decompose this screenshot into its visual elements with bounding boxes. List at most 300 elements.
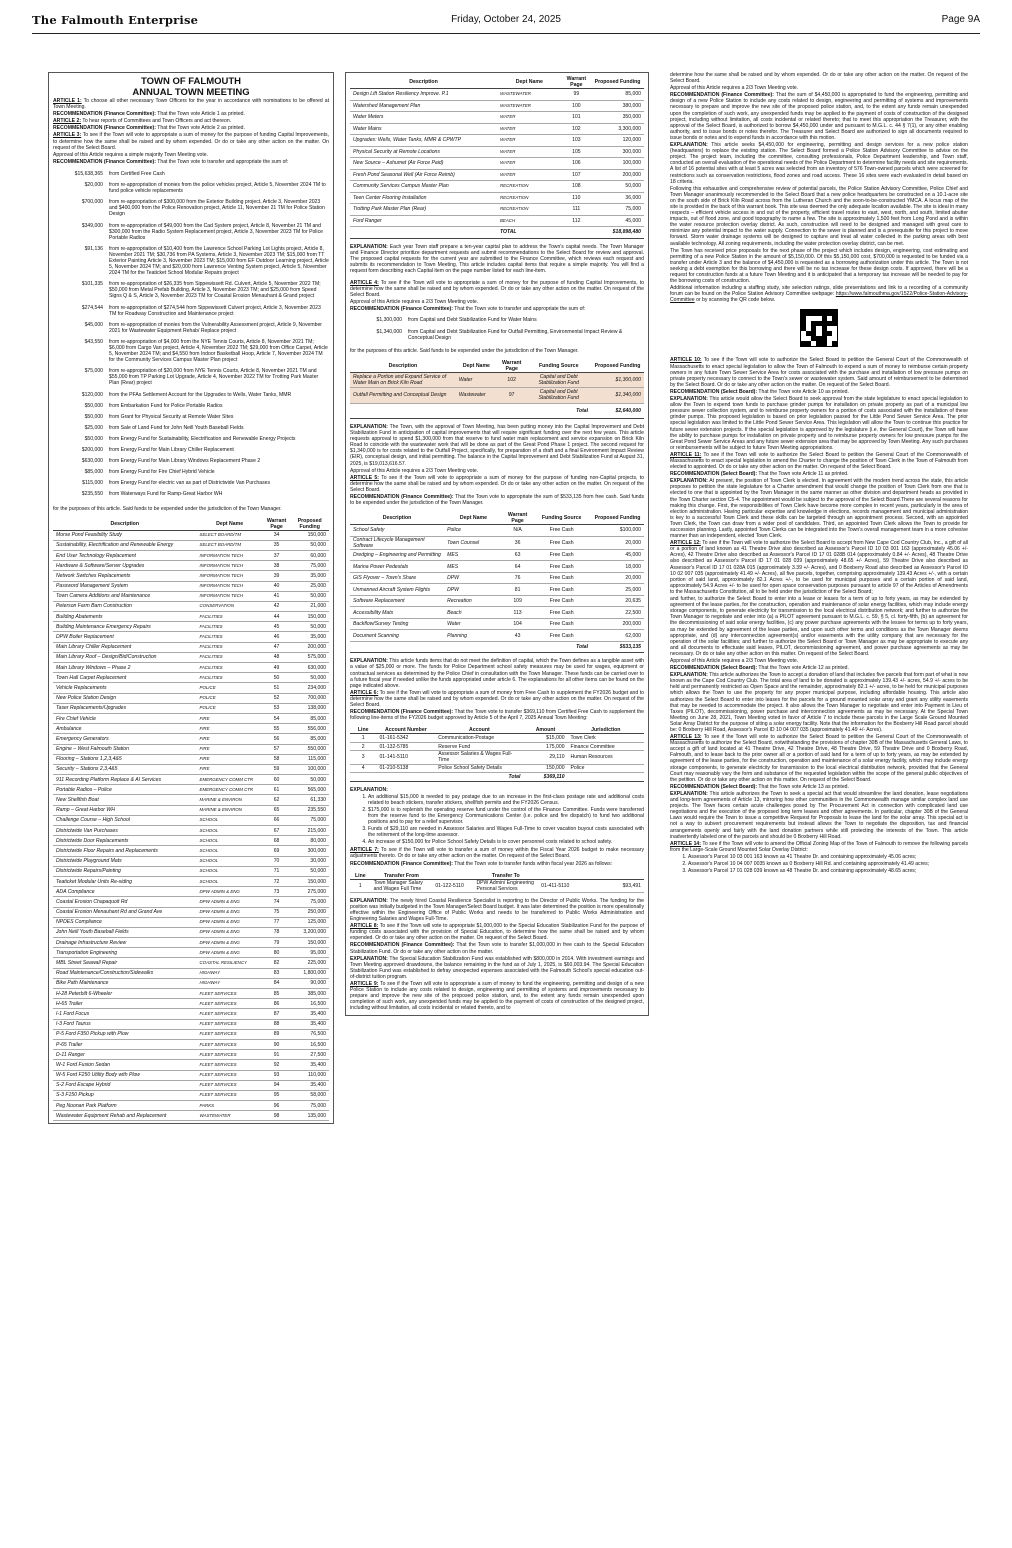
- table-cell: Password Management System: [53, 581, 197, 591]
- table-cell: 60,000: [290, 550, 329, 560]
- table-row: [53, 693, 329, 703]
- source-text: from the PFAs Settlement Account for the Upgrades to Wells, Water Tanks, MMR: [109, 391, 292, 398]
- table-cell: HIGHWAY: [197, 978, 263, 988]
- table-cell: Water: [444, 618, 503, 630]
- funding-source-row: [53, 403, 329, 409]
- table-cell: Wastewater Equipment Rehab and Replacement: [53, 1111, 197, 1121]
- table-cell: DPW ADMIN & ENG: [197, 948, 263, 958]
- table-cell: 1,800,000: [290, 968, 329, 978]
- table-row: [350, 742, 644, 751]
- table-cell: Police: [444, 525, 503, 537]
- funding-source-row: [53, 447, 329, 453]
- funding-source-row: [53, 339, 329, 363]
- table-cell: 50,000: [591, 181, 644, 193]
- table-row: [53, 907, 329, 917]
- funding-source-row: [53, 368, 329, 386]
- column-3: determine how the same shall be raised and by whom expended. Or do or take any other action on the matter. On request of the Select Board. Approval of this Article requires a 2/3 Town Meeting vote. RECOMMENDATION (Finance Committee): That the sum of $4,450,000 is appropriated to fund the engineering, permitting and design of a new Police Station to include any costs related to design, engineering and permitting of systems and improvements necessary to prepare and improve the new site of the proposed police station, and, to the extent any funds remain unexpended upon the completion of such work, any unexpended funds may be applied to the payment of costs of construction of the designed project, including without limitation, all costs incidental or related thereto; that to meet this appropriation the Treasurer, with the approval of the Select Board, is authorized to borrow $4,450,000 under and pursuant to M.G.L. c. 44 § 7(1), or any other enabling authority, and to issue bonds or notes therefor. The Treasurer and Select Board are authorized to sign all documents required to issue bonds or notes and to expend funds in accordance with this motion. EXPLANATION: This article seeks $4,450,000 for engineering, permitting and design services for a new police station (headquarters) to replace the existing station. The Select Board formed a Police Station Advisory Committee to advise on the project. The project team, including the committee, consulting professionals, Police Department leadership, and Town staff, conducted an overall evaluation of the operational needs of the Police Department to determine facility needs and site requirements. A list of 16 potential sites with at least 5 acres was selected from an inventory of 576 Town-owned parcels which were screened for restrictions such as conservation restrictions, flood zones and road access. These 16 sites were each evaluated in detail based on 18 criteria. Following this exhaustive and comprehensive review of potential parcels, the Police Station Advisory Committee, Police Chief and Town Manager unanimously recommended to the Select Board that a new police headquarters be constructed on a 10.1-acre site on the south side of Brick Kiln Road across from the Lutheran Church and the soon-to-be-constructed YMCA. A locus map of the site is provided in the back of this warrant book. This site was deemed the only adequate location available. The site is ideal in many respects – efficient vehicle access in and out of the property, efficient travel routes to east, west, north, and south, limited abutter impacts, out of flood zone, and good topography to name a few. The site is approximately 1,500 feet from Long Pond and is within the water resource protection overlay district. As such, construction will need to be designed and managed with great care to minimize any potential impact to the water supply. Connection to the sewer is planned and is a prerequisite for this project to move forward. Storm water drainage systems will be designed to capture and treat all water collected in the parking areas with best available technology. All zoning requirements, including the water protection overlay district, can be met. The Town has received price proposals for the next phase of the project which includes design, engineering, cost estimating and permitting of a new Police Station in the amount of $5,150,000. Of this $5,150,000 cost, $700,000 is requested to be funded via a transfer under Article 3 and the balance of $4,450,000 is requested as a borrowing authorization under this article. The Town is not seeking a debt exemption for this borrowing and there will be no tax increase for these design costs. If approved, there will be a request for construction funds at a future Town Meeting and it is anticipated that a temporary tax increase will be needed to pay for the borrowing costs of construction. Additional information including a staffing study, site selection ratings, slide presentations and link to a recording of a community forum can be found on the Police Station Advisory Committee webpage: https://www.falmouthma.gov/1522/Police-Station-Advisory-Committee or by scanning the QR code below. ARTICLE 10: To see if the Town will vote to authorize the Select Board to petition the General Court of the Commonwealth of Massachusetts to enact special legislation to allow the Town of Falmouth to expend a sum of money to reimburse certain property owners in any future Town Sewer Service Area for costs associated with the purchase and installation of low pressure pumps on private property necessary to connect to the Town's sewer or wastewater system. Said amount of reimbursement to be determined by the Select Board. Or do or take any other action on the matter. On request of the Select Board. RECOMMENDATION (Select Board): That the Town vote Article 10 as printed. EXPLANATION: This article would allow the Select Board to seek approval from the state legislature to enact special legislation to allow the Town to expend town funds to purchase grinder pumps for installation on private property as part of a municipal low pressure sewer collection system, and to reimburse property owners for a portion of costs associated with the installation of these grinder pumps. This proposed legislation is based on prior legislation passed for the Little Pond Sewer Service Area. The prior special legislation was limited to the Little Pond Sewer Service Area. This legislation will allow the Town to continue this practice for future sewer extension projects. If the special legislation is approved by the legislature (i.e. the General Court), the Town will have the ability to purchase pumps for installation on private property and to reimburse property owners for low pressure pumps for the Great Pond Sewer Service Areas and any future sewer extension area that may be approved by Town Meeting. Any such purchases or reimbursements will be subject to future Town Meeting appropriations. ARTICLE 11: To see if the Town will vote to authorize the Select Board to petition the General Court of the Commonwealth of Massachusetts to enact special legislation to amend the Charter to change the position of Town Clerk in the Town of Falmouth from elected to appointed. Or do or take any other action on the matter. On request of the Select Board. RECOMMENDATION (Select Board): That the Town vote Article 11 as printed. EXPLANATION: At present, the position of Town Clerk is elected. In agreement with the modern trend across the state, this article proposes to petition the state legislature for a Charter amendment that would change the position of Town Clerk from one that is elected to one that is appointed by the Town Manager in the same manner as other division and department heads as provided in the Town Charter section C5-4. The appointment would be subject to the approval of the Select Board.There are several reasons for making this change. First, the responsibilities of Town Clerk have become more complex in recent years, particularly in the area of election administration. Having particular expertise and knowledge in elections, records management and municipal administration is key to a successful Town Clerk and these skills can be targeted through an appointment process. Second, with an appointed Town Clerk, the Town can draw from a wider pool of candidates. Third, an appointed Town Clerk allows the Town to provide for succession planning. Lastly, appointed Town Clerks can be integrated into the Town's overall management team in a more cohesive manner than an independent, elected Town Clerk. ARTICLE 12: To see if the Town will vote to authorize the Select Board to accept from New Cape Cod Country Club, Inc., a gift of all or a portion of land known as 41 Theatre Drive also described as Assessor's Parcel ID 10 03 001 163 (approximately 45.06 +/- Acres), 42 Theatre Drive also described as Assessor's Parcel ID 17 01 028B 014 (approximately 0.84 +/- Acres), 48 Theatre Drive also described as Assessor's Parcel ID 17 01 028 039 (approximately 48.65 +/- Acres), 59 Theatre Drive also described as Assessor's Parcel ID 17 01 028A 015 (approximately 3.39 +/- Acres), and 0 Boxberry Road also described as Assessor's Parcel ID 10 02 007 035 (approximately 41.49 +/- Acres), all five parcels, together, comprising approximately 139.43 Acres +/-, with a certain portion of said land, approximately 82.1 Acres +/-, to be used for municipal purposes and a certain portion of said land, approximately 54.9 Acres +/- to be used for open space conservation purposes pursuant to article 97 of the Articles of Amendments to the Massachusetts Constitution, all to be held under the jurisdiction of the Select Board; and further, to authorize the Select Board to enter into a lease or leases for a term of up to forty years, as may be extended by agreement of the lease parties, for the construction, operation and maintenance of solar energy facilities, which may include energy storage components, to generate electricity for transmission to the local electrical distribution network; and further to authorize the Town Manager to negotiate and enter into (a) a PILOT agreement pursuant to M.G.L. c. 59, § 5, cl. forty-fifth, (b) an agreement for the decommissioning of said solar energy facilities, (c) any power purchase agreements with the lessee for terms up to forty years, as may be extended by agreement of the lease parties, and upon such other terms and conditions as the Town Manager deems appropriate, and (d) any interconnection agreement(s) and/or easements with the utility company that are necessary for the operation of the solar facilities; and further to authorize the Select Board or Town Manager as may be appropriate to execute any and all documents to effectuate said leases, PILOT, decommissioning agreement, and power purchase agreements as may be necessary. Or do or take any other action on this matter. On request of the Select Board. Approval of this Article requires a 2/3 Town Meeting vote. RECOMMENDATION (Select Board): That the Town vote Article 12 as printed. EXPLANATION: This article authorizes the Town to accept a donation of land that includes five parcels that form part of what is now known as the Cape Cod Country Club. The total area of land to be donated is approximately 139.43 +/- acres, 54.9 +/- acres to be held and permanently restricted as Open Space and the remainder, approximately 82.1 +/- acres, to be held for municipal purposes which allows the Town to use the property for any proper municipal purpose, including affordable housing. This article also authorizes the Select Board to enter into leases for the parcels for a ground mounted solar array and grant any utility easements that may be needed to accommodate the project. It also allows the Town Manager to negotiate and enter into Payment in Lieu of Taxes (PILOT), decommissioning, power purchase and interconnection agreements as may be necessary. At the Special Town Meeting on June 28, 2021, Town Meeting voted in favor of Article 7 to include these parcels in the Large Scale Ground Mounted Solar Array District for the purpose of siting a solar energy facility. Note that the information for the Boxberry Hill Road parcel should be: 0 Boxberry Hill Road, Assessor's Parcel ID 10 04 007 035 (approximately 41.49 +/- Acres). ARTICLE 13: To see if the Town will vote to authorize the Select Board to petition the General Court of the Commonwealth of Massachusetts to authorize the Select Board, notwithstanding the provisions of chapter 30B of the Massachusetts General Laws, to accept a gift of land located at 41 Theatre Drive, 42 Theatre Drive, 48 Theatre Drive, 59 Theatre Drive and 0 Boxberry Road, Falmouth, and to lease back to the prior owner all or a portion of said land for a term of up to forty years, as may be extended by agreement of the lease parties, for the construction, operation and maintenance of a solar energy facility, which may include energy storage components, to generate electricity for transmission to the local electrical distribution network, provided that the General Court may reasonably vary the form and substance of the requested legislation within the scope of the general public objectives of the petition. Or do or take any other action on this matter. On request of the Select Board. RECOMMENDATION (Select Board): That the Town vote Article 13 as printed. EXPLANATION: This article authorizes the Town to seek a special act that would streamline the land donation, lease negotiations and long-term agreements of Article 13, mirroring how other communities in the Commonwealth manage similar complex land use projects. The Town faces certain acute challenges posed by The Procurement Act in connection with complicated land use negotiations and the execution of the proposed long term leases and other agreements. In particular, chapter 30B of the General Laws would require the Town to issue a competitive Request for Proposals to lease the land for the solar array. This special act is not a way to subvert procurement requirements but instead allows the Town to negotiate the disposition, tax and financial arrangements openly and fairly with the land donation partners while still protecting the interests of the Town. This article inadvertently labeled one of the parcels and should be 0 Boxberry Hill Road. ARTICLE 14: To see if the Town will vote to amend the Official Zoning Map of the Town of Falmouth to remove the following parcels from the Large-Scale Ground Mounted Solar Overlay District: 1. Assessor's Parcel 10 03 001 163 known as 41 Theatre Dr. and containing approximately 45.06 acres; 2. Assessor's Parcel 10 04 007 0035 known as 0 Boxberry Hill Rd. and containing approximately 41.49 acres; 3. Assessor's Parcel 17 01 028 039 known as 48 Theatre Dr. and containing approximately 48.65 acres;: [670, 72, 968, 1532]
- table-cell: S-3 F150 Pickup: [53, 1090, 197, 1100]
- table-row: [350, 146, 644, 158]
- table-row: [53, 642, 329, 652]
- table-cell: 225,000: [290, 958, 329, 968]
- table-cell: Marina Power Pedestals: [350, 561, 444, 573]
- table-cell: N/A: [503, 525, 532, 537]
- table-row: [53, 805, 329, 815]
- table-cell: Main Library Roof – Design/Bid/Construction: [53, 652, 197, 662]
- table-cell: 56: [263, 734, 291, 744]
- explanation-8: EXPLANATION: The Special Education Stabilization Fund was established with $800,000 in 2014. With investment earnings and Town Meeting approved drawdowns, the balance remaining in the fund as of July 1, 2025, is $60,003.94. The Special Education Stabilization Fund was established to defray unexpected expenses associated with the Falmouth School's special education out-of-district tuition program.: [350, 955, 644, 980]
- table-cell: New Source – Ashumet (Air Force Paid): [350, 158, 497, 170]
- source-amount: $20,000: [84, 182, 103, 189]
- source-text: from re-appropriation of $300,000 from the Exterior Building project, Article 3, November 2023 and $400,000 from the Police Renovation project, Article 11, November 21 TM for Police Station Design: [109, 199, 325, 218]
- table-cell: Emergency Generators: [53, 734, 197, 744]
- table-row: [53, 1029, 329, 1039]
- table-cell: 16,500: [290, 1039, 329, 1049]
- table-cell: FLEET SERVICES: [197, 1050, 263, 1060]
- table-cell: 51: [263, 683, 291, 693]
- article-11: ARTICLE 11: To see if the Town will vote to authorize the Select Board to petition the General Court of the Commonwealth of Massachusetts to enact special legislation to amend the Charter to change the position of Town Clerk in the Town of Falmouth from elected to appointed. Or do or take any other action on the matter. On request of the Select Board.: [670, 451, 968, 471]
- table-cell: 90: [263, 1039, 291, 1049]
- funding-source-row: [53, 392, 329, 398]
- table-cell: 48: [263, 652, 291, 662]
- table-row: [350, 123, 644, 135]
- table-cell: FACILITIES: [197, 632, 263, 642]
- article-10: ARTICLE 10: To see if the Town will vote to authorize the Select Board to petition the General Court of the Commonwealth of Massachusetts to enact special legislation to allow the Town of Falmouth to expend a sum of money to reimburse certain property owners in any future Town Sewer Service Area for costs associated with the purchase and installation of low pressure pumps on private property necessary to connect to the Town's sewer or wastewater system. Said amount of reimbursement to be determined by the Select Board. Or do or take any other action on the matter. On request of the Select Board.: [670, 357, 968, 388]
- table-cell: 25,000: [290, 581, 329, 591]
- table-cell: 105: [562, 146, 591, 158]
- table-cell: 95,000: [290, 948, 329, 958]
- table-cell: FLEET SERVICES: [197, 1060, 263, 1070]
- table-row: [53, 663, 329, 673]
- source-text: from Grant for Physical Security at Remote Water Sites: [109, 413, 234, 420]
- table-cell: Main Library Chiller Replacement: [53, 642, 197, 652]
- table-cell: 35,400: [290, 1080, 329, 1090]
- table-cell: D-11 Ranger: [53, 1050, 197, 1060]
- table-row: [53, 744, 329, 754]
- source-amount: $91,136: [84, 245, 103, 252]
- explanation-5: EXPLANATION: This article funds items that do not meet the definition of capital, which the Town defines as a tangible asset with a value of $25,000 or more. The funds for Police Department school safety measures may be used for wages, equipment or contractual services as determined by the Police Chief in consultation with the Town Manager. These funds can be carried over to a future fiscal year if needed unlike the funds appropriated under article 6. The explanations for all other items can be found on the page indicated above.: [350, 658, 644, 689]
- fund-amount: $1,340,000: [376, 328, 402, 335]
- source-amount: $630,000: [81, 458, 103, 465]
- table-cell: Free Cash: [532, 584, 591, 596]
- article-3: ARTICLE 3: To see if the Town will vote to appropriate a sum of money for the purpose of funding Capital Improvements, to determine how the same shall be raised and by whom expended. Or do or take any other action on the matter. On request of the Select Board.: [53, 132, 330, 151]
- table-cell: 200,000: [591, 618, 644, 630]
- table-cell: 57: [263, 744, 291, 754]
- table-cell: 74: [263, 897, 291, 907]
- transfer-table: Line Transfer From Transfer To 1 Town Manager Salary and Wages Full Time 01-122-5110 DPW Admin/ Engineering Personal Services 01-411-5110 $93,491: [350, 873, 644, 893]
- table-cell: 50,000: [290, 591, 329, 601]
- supplement-table: Line Account Number Account Amount Jurisdiction 1 01-161-5342 Communication-Postage $15,000 Town Clerk 2 01-132-5785 Reserve Fund 175,000 Finance Committee 3 01-141-5110 Assessor Salaries & Wages Full-Time 29,110 Human Resources 4 01-210-5138 Police School Safety Details 150,000 Police Total $369,110: [350, 727, 644, 781]
- table-row: [350, 204, 644, 216]
- parcel-item: 3. Assessor's Parcel 17 01 028 039 known as 48 Theatre Dr. and containing approximately 48.65 acres;: [688, 868, 968, 874]
- table-cell: P-5 Ford F350 Pickup with Plow: [53, 1029, 197, 1039]
- table-cell: 550,000: [290, 744, 329, 754]
- table-cell: Drainage Infrastructure Review: [53, 938, 197, 948]
- table-cell: 50,000: [290, 673, 329, 683]
- explanation-4: EXPLANATION: The Town, with the approval of Town Meeting, has been putting money into the Capital Improvement and Debt Stabilization Fund in anticipation of capital improvements that will require significant funding over the next few years. This article requests approval to spend $1,300,000 from that reserve to fund water main replacement and service expansion on Brick Kiln Road to coincide with the wastewater work that will be done as part of the Great Pond Phase 1 project. The second request for $1,340,000 is for costs related to the Outfall Project, specifically, for preparation of a draft and a final Environment Impact Review (EIR), conceptual design, and initial permitting. The balance in the Capital Improvement and Debt Stabilization Fund at August 31, 2025, is $19,013,616.57.: [350, 423, 644, 467]
- table-cell: 58,000: [290, 1090, 329, 1100]
- table-cell: 01-141-5110: [376, 751, 435, 764]
- table-cell: Building Maintenance Emergency Repairs: [53, 622, 197, 632]
- funding-source-row: [53, 436, 329, 442]
- table-cell: Districtwide Repairs/Painting: [53, 866, 197, 876]
- table-cell: Physical Security at Remote Locations: [350, 146, 497, 158]
- source-text: from Energy Fund for Main Library Chiller Replacement: [109, 447, 234, 454]
- warrant-title: TOWN OF FALMOUTH ANNUAL TOWN MEETING: [132, 76, 250, 98]
- table-cell: FIRE: [197, 724, 263, 734]
- table-row: [53, 815, 329, 825]
- table-cell: Coastal Erosion Menauhant Rd and Grand Ave: [53, 907, 197, 917]
- table-cell: NPDES Compliance: [53, 917, 197, 927]
- table-cell: FACILITIES: [197, 612, 263, 622]
- table-row: [53, 917, 329, 927]
- table-cell: RECREATION: [497, 204, 562, 216]
- explanation-item: 1. An additional $15,000 is needed to pay postage due to an increase in the first-class postage rate and additional costs related to beach stickers, transfer stickers, shellfish permits and the FY2026 Census.: [368, 794, 644, 806]
- table-row: [53, 713, 329, 723]
- table-cell: 112: [562, 215, 591, 227]
- explanation-item: 3. Funds of $29,110 are needed in Assessor Salaries and Wages Full-Time to cover vacation buyout costs associated with the retirement of the long-time assessor.: [368, 826, 644, 838]
- table-cell: Vehicle Replacements: [53, 683, 197, 693]
- table-cell: SCHOOL: [197, 856, 263, 866]
- source-text: from Embarkation Fund for Police Portable Radios: [109, 402, 223, 409]
- table-cell: 92: [263, 1060, 291, 1070]
- table-cell: Taser Replacements/Upgrades: [53, 703, 197, 713]
- table-cell: FIRE: [197, 754, 263, 764]
- table-cell: 20,000: [591, 572, 644, 584]
- table-cell: Reserve Fund: [435, 742, 523, 751]
- source-amount: $50,000: [84, 435, 103, 442]
- table-cell: $15,000: [523, 734, 567, 743]
- table-cell: Hardware & Software/Server Upgrades: [53, 561, 197, 571]
- table-cell: 235,550: [290, 805, 329, 815]
- table-row: [53, 876, 329, 886]
- table-cell: 59: [263, 764, 291, 774]
- recommendation-5: RECOMMENDATION (Finance Committee): That the Town vote to appropriate the sum of $533,135 from free cash. Said funds to be expended under the jurisdiction of the Town Manager.: [350, 494, 644, 507]
- table-row: [53, 622, 329, 632]
- table-cell: INFORMATION TECH: [197, 581, 263, 591]
- table-row: [53, 632, 329, 642]
- table-cell: 100,000: [290, 764, 329, 774]
- table-cell: 108: [562, 181, 591, 193]
- table-cell: Coastal Erosion Chapaquoit Rd: [53, 897, 197, 907]
- table-cell: RECREATION: [497, 192, 562, 204]
- table-cell: 300,000: [290, 846, 329, 856]
- table-cell: EMERGENCY COMM CTR: [197, 785, 263, 795]
- table-row: [350, 751, 644, 764]
- table-cell: Ford Ranger: [350, 215, 497, 227]
- table-row: [53, 673, 329, 683]
- table-cell: 60: [263, 775, 291, 785]
- source-text: from re-appropriation of $26,335 from Sippewissett Rd. Culvert, Article 5, November 2022 TM; $50,000 from Metal Prefab Building, Article 3, November 2023 TM; and $25,000 from Speed Signs Q & S, Article 3, November 2023 TM for Coastal Erosion Menauhant & Grand project: [109, 281, 321, 300]
- article-9: ARTICLE 9: To see if the Town will vote to appropriate a sum of money to fund the engineering, permitting and design of a new Police Station to include any costs related to design, engineering and permitting of systems and improvements necessary to prepare and improve the new site of the proposed police station, and, to the extent any funds remain unexpended upon completion of such work, any unexpended funds may be applied to the payment of costs of construction of the designed project, including without limitation, all costs incidental or related thereto, and to: [350, 981, 644, 1012]
- table-cell: Ambulance: [53, 724, 197, 734]
- table-row: [53, 927, 329, 937]
- table-cell: FIRE: [197, 734, 263, 744]
- funding-source-row: [53, 414, 329, 420]
- source-amount: $349,000: [81, 222, 103, 229]
- table-cell: Outfall Permitting and Conceptual Design: [350, 388, 456, 403]
- table-cell: 16,500: [290, 999, 329, 1009]
- table-cell: ADA Compliance: [53, 887, 197, 897]
- table-cell: Communication-Postage: [435, 734, 523, 743]
- table-cell: 85: [263, 989, 291, 999]
- table-row: [350, 158, 644, 170]
- parcel-item: 1. Assessor's Parcel 10 03 001 163 known as 41 Theatre Dr. and containing approximately 45.06 acres;: [688, 854, 968, 860]
- table-row: [53, 581, 329, 591]
- capital-table-1: Description Dept Name Warrant Page Proposed Funding Morse Pond Feasibility Study SELECT BOARD/TM 34 150,000 Sustainability, Electrification and Renewable Energy SELECT BOARD/TM 35 50,000 End User Technology Replacement INFORMATION TECH 37 60,000 Hardware & Software/Server Upgrades INFORMATION TECH 38 75,000 Network Switches Replacements INFORMATION TECH 39 35,000 Password Management System INFORMATION TECH 40 25,000 Town Camera Additions and Maintenance INFORMATION TECH 41 50,000 Peterson Farm Barn Construction CONSERVATION 42 21,000 Building Abatements FACILITIES 44 150,000 Building Maintenance Emergency Repairs FACILITIES 45 50,000 DPW Boiler Replacement FACILITIES 46 35,000 Main Library Chiller Replacement FACILITIES 47 200,000 Main Library Roof – Design/Bid/Construction FACILITIES 48 575,000 Main Library Windows – Phase 2 FACILITIES 49 630,000 Town Hall Carpet Replacement FACILITIES 50 50,000 Vehicle Replacements POLICE 51 234,000 New Police Station Design POLICE 52 700,000 Taser Replacements/Upgrades POLICE 53 138,000 Fire Chief Vehicle FIRE 54 85,000 Ambulance FIRE 55 556,000 Emergency Generators FIRE 56 85,000 Engine – West Falmouth Station FIRE 57 550,000 Flooring – Stations 1,2,3,4&5 FIRE 58 115,000 Security – Stations 2,3,4&5 FIRE 59 100,000 911 Recording Platform Replace & AI Services EMERGENCY COMM CTR 60 50,000 Portable Radios – Police EMERGENCY COMM CTR 61 565,000 New Shellfish Boat MARINE & ENVIRON 62 61,330 Ramp – Great Harbor WH MARINE & ENVIRON 65 235,550 Challenge Course – High School SCHOOL 66 75,000 Districtwide Van Purchases SCHOOL 67 215,000 Districtwide Door Replacements SCHOOL 68 80,000 Districtwide Floor Repairs and Replacements SCHOOL 69 300,000 Districtwide Playground Mats SCHOOL 70 30,000 Districtwide Repairs/Painting SCHOOL 71 50,000 Teaticket Modular Units Re-siding SCHOOL 72 150,000 ADA Compliance DPW ADMIN & ENG 73 275,000 Coastal Erosion Chapaquoit Rd DPW ADMIN & ENG 74 75,000 Coastal Erosion Menauhant Rd and Grand Ave DPW ADMIN & ENG 75 250,000 NPDES Compliance DPW ADMIN & ENG 77 125,000 John Neill Youth Baseball Fields DPW ADMIN & ENG 78 3,200,000 Drainage Infrastructure Review DPW ADMIN & ENG 79 150,000 Transportation Engineering DPW ADMIN & ENG 80 95,000 MBL Street Seawall Repair COASTAL RESILIENCY 82 225,000 Road Maintenance/Construction/Sidewalks HIGHWAY 83 1,800,000 Bike Path Maintenance HIGHWAY 84 90,000 H-28 Peterbilt 6-Wheeler FLEET SERVICES 85 385,000 H-65 Trailer FLEET SERVICES 86 16,500 I-1 Ford Focus FLEET SERVICES 87 35,400 I-3 Ford Taurus FLEET SERVICES 88 35,400 P-5 Ford F350 Pickup with Plow FLEET SERVICES 89 76,500 P-65 Trailer FLEET SERVICES 90 16,500 D-11 Ranger FLEET SERVICES 91 27,500 W-1 Ford Fusion Sedan FLEET SERVICES 92 35,400 W-5 Ford F250 Utility Body with Plow FLEET SERVICES 93 110,000 S-2 Ford Escape Hybrid FLEET SERVICES 94 35,400 S-3 F150 Pickup FLEET SERVICES 95 58,000 Peg Noonan Park Platform PARKS 96 75,000 Wastewater Equipment Rehab and Replacement WASTEWATER 98 135,000: [53, 518, 329, 1122]
- table-cell: Peg Noonan Park Platform: [53, 1101, 197, 1111]
- table-cell: 01-132-5785: [376, 742, 435, 751]
- source-amount: $50,000: [84, 413, 103, 420]
- table-cell: H-65 Trailer: [53, 999, 197, 1009]
- table-cell: 200,000: [591, 169, 644, 181]
- table-cell: W-5 Ford F250 Utility Body with Plow: [53, 1070, 197, 1080]
- table-cell: 35: [263, 540, 291, 550]
- table-cell: FLEET SERVICES: [197, 1019, 263, 1029]
- table-cell: 88: [263, 1019, 291, 1029]
- table-row: [53, 601, 329, 611]
- table-cell: DPW ADMIN & ENG: [197, 938, 263, 948]
- table-cell: 76,500: [290, 1029, 329, 1039]
- table-cell: 110,000: [290, 1070, 329, 1080]
- qr-module: [832, 341, 837, 346]
- table-cell: 40: [263, 581, 291, 591]
- fund-row: [370, 329, 644, 341]
- table-cell: 62,000: [591, 630, 644, 642]
- table-cell: FLEET SERVICES: [197, 989, 263, 999]
- table-cell: Backflow/Survey Testing: [350, 618, 444, 630]
- source-amount: $115,000: [82, 480, 103, 487]
- table-cell: INFORMATION TECH: [197, 591, 263, 601]
- table-row: [53, 948, 329, 958]
- table-cell: 250,000: [290, 907, 329, 917]
- source-text: from re-appropriation of $49,000 from the Cad System project, Article 8, November 21 TM and $300,000 from the Radio System Replacement project, Article 3, November 2023 TM for Police Portable Radios: [109, 222, 323, 241]
- table-cell: 85,000: [591, 89, 644, 101]
- table-cell: 100,000: [591, 158, 644, 170]
- table-cell: EMERGENCY COMM CTR: [197, 775, 263, 785]
- table-cell: Upgrades: Wells, Water Tanks, MMR & CPWTP: [350, 135, 497, 147]
- table-cell: POLICE: [197, 683, 263, 693]
- table-cell: 67: [263, 826, 291, 836]
- table-cell: INFORMATION TECH: [197, 571, 263, 581]
- table-cell: 135,000: [290, 1111, 329, 1121]
- source-amount: $45,000: [84, 321, 103, 328]
- table-row: [53, 561, 329, 571]
- source-text: from re-appropriation of $274,544 from Sippewissett Culvert project, Article 3, November 2023 TM for Roadway Construction and Maintenance project: [109, 304, 321, 317]
- table-cell: PARKS: [197, 1101, 263, 1111]
- article-8: ARTICLE 8: To see if the Town will vote to appropriate $1,000,000 to the Special Education Stabilization Fund for the purpose of funding costs associated with the provision of Special Education, to determine how the same shall be raised and by whom expended. Or do or take any other action on the matter. On request of the Select Board.: [350, 923, 645, 942]
- table-row: [350, 595, 644, 607]
- table-cell: GIS Flyover – Town's Share: [350, 572, 444, 584]
- table-row: [53, 683, 329, 693]
- table-row: [53, 540, 329, 550]
- table-cell: 75,000: [290, 815, 329, 825]
- advisory-committee-link[interactable]: https://www.falmouthma.gov/1522/Police-Station-Advisory-Committee: [670, 291, 968, 304]
- table-cell: 102: [497, 372, 526, 387]
- parcel-list: [688, 854, 968, 874]
- table-cell: 35,000: [290, 632, 329, 642]
- table-cell: Accessibility Mats: [350, 607, 444, 619]
- table-row: [350, 618, 644, 630]
- table-cell: FIRE: [197, 764, 263, 774]
- table-cell: DPW Boiler Replacement: [53, 632, 197, 642]
- funding-source-row: [53, 305, 329, 317]
- table-cell: FIRE: [197, 744, 263, 754]
- table-cell: POLICE: [197, 693, 263, 703]
- table-cell: Morse Pond Feasibility Study: [53, 530, 197, 540]
- table-row: [350, 169, 644, 181]
- table-row: [53, 1039, 329, 1049]
- table-cell: 82: [263, 958, 291, 968]
- table-row: [53, 612, 329, 622]
- table-row: [53, 1060, 329, 1070]
- table-cell: 150,000: [290, 938, 329, 948]
- table-cell: 3,300,000: [591, 123, 644, 135]
- table-cell: SCHOOL: [197, 866, 263, 876]
- warrant-box-2: Description Dept Name Warrant Page Proposed Funding Design Lift Station Resiliency Improve. P.1 WASTEWATER 99 85,000 Watershed Management Plan WASTEWATER 100 380,000 Water Meters WATER 101 350,000 Water Mains WATER 102 3,300,000 Upgrades: Wells, Water Tanks, MMR & CPWTP WATER 103 120,000 Physical Security at Remote Locations WATER 105 300,000 New Source – Ashumet (Air Force Paid) WATER 106 100,000 Fresh Pond Seasonal Well (Air Force Reimb) WATER 107 200,000 Community Services Campus Master Plan RECREATION 108 50,000 Teen Center Flooring Installation RECREATION 110 36,000 Trotting Park Master Plan (Rear) RECREATION 111 75,000 Ford Ranger BEACH 112 45,000 TOTAL $18,898,480 EXPLANATION: Each year Town staff prepare a ten-year capital plan to address the Town's capital needs. The Town Manager and Finance Director prioritize department requests and submit recommendations to the Select Board for review and approval. The proposed capital requests for the current year are submitted to the Finance Committee, which reviews each request and submits its recommendation to Town Meeting. This article includes capital items that require a simple majority. You will find a request form describing each Capital item on the page number listed for each line-item. ARTICLE 4: To see if the Town will vote to appropriate a sum of money for the purpose of funding Capital Improvements, to determine how the same shall be raised and by whom expended. Or do or take any other action on the matter. On request of the Select Board. Approval of this Article requires a 2/3 Town Meeting vote. RECOMMENDATION (Finance Committee): That the Town vote to transfer and appropriate the sum of: $1,300,000 from Capital and Debt Stabilization Fund for Water Mains $1,340,000 from Capital and Debt Stabilization Fund for Outfall Permitting, Environmental Impact Review & Conceptual Design for the purposes of this article. Said funds to be expended under the jurisdiction of the Town Manager. Description Dept Name Warrant Page Funding Source Proposed Funding Replace a Portion and Expand Service of Water Main on Brick Kiln Road Water 102 Capital and Debt Stabilization Fund $1,300,000 Outfall Permitting and Conceptual Design Wastewater 97 Capital and Debt Stabilization Fund $1,340,000 Total $2,640,000 EXPLANATION: The Town, with the approval of Town Meeting, has been putting money into the Capital Improvement and Debt Stabilization Fund in anticipation of capital improvements that will require significant funding over the next few years. This article requests approval to spend $1,300,000 from that reserve to fund water main replacement and service expansion on Brick Kiln Road to coincide with the wastewater work that will be done as part of the Great Pond Phase 1 project. The second request for $1,340,000 is for costs related to the Outfall Project, specifically, for preparation of a draft and a final Environment Impact Review (EIR), conceptual design, and initial permitting. The balance in the Capital Improvement and Debt Stabilization Fund at August 31, 2025, is $19,013,616.57. Approval of this Article requires a 2/3 Town Meeting vote. ARTICLE 5: To see if the Town will vote to appropriate a sum of money for the purpose of funding non-Capital projects, to determine how the same shall be raised and by whom expended. Or do or take any other action on the matter. On request of the Select Board. RECOMMENDATION (Finance Committee): That the Town vote to appropriate the sum of $533,135 from free cash. Said funds to be expended under the jurisdiction of the Town Manager. Description Dept Name Warrant Page Funding Source Proposed Funding School Safety Police N/A Free Cash $100,000 Contract Lifecycle Management Software Town Counsel 36 Free Cash 20,000 Dredging – Engineering and Permitting MES 63 Free Cash 45,000 Marina Power Pedestals MES 64 Free Cash 18,000 GIS Flyover – Town's Share DPW 76 Free Cash 20,000 Unmanned Aircraft System Flights DPW 81 Free Cash 25,000 Software Replacement Recreation 109 Free Cash 20,635 Accessibility Mats Beach 113 Free Cash 22,500 Backflow/Survey Testing Water 104 Free Cash 200,000 Document Scanning Planning 43 Free Cash 62,000 Total $533,135 EXPLANATION: This article funds items that do not meet the definition of capital, which the Town defines as a tangible asset with a value of $25,000 or more. The funds for Police Department school safety measures may be used for wages, equipment or contractual services as determined by the Police Chief in consultation with the Town Manager. These funds can be carried over to a future fiscal year if needed unlike the funds appropriated under article 6. The explanations for all other items can be found on the page indicated above. ARTICLE 6: To see if the Town will vote to appropriate a sum of money from Free Cash to supplement the FY2026 budget and to determine how the same shall be raised and by whom expended. Or do or take any other action on the matter. On request of the Select Board. RECOMMENDATION (Finance Committee): That the Town vote to transfer $369,110 from Certified Free Cash to supplement the following line-items of the FY2026 budget approved by Article 5 of the April 7, 2025 Annual Town Meeting: Line Account Number Account Amount Jurisdiction 1 01-161-5342 Communication-Postage $15,000 Town Clerk 2 01-132-5785 Reserve Fund 175,000 Finance Committee 3 01-141-5110 Assessor Salaries & Wages Full-Time 29,110 Human Resources 4 01-210-5138 Police School Safety Details 150,000 Police Total $369,110 EXPLANATION: 1. An additional $15,000 is needed to pay postage due to an increase in the first-class postage rate and additional costs related to beach stickers, transfer stickers, shellfish permits and the FY2026 Census. 2. $175,000 is to replenish the operating reserve fund under the control of the Finance Committee. Funds were transferred from the reserve fund to the Emergency Communications Center (i.e. police and fire dispatch) to fund two additional positions and to pay for a relief supervisor. 3. Funds of $29,110 are needed in Assessor Salaries and Wages Full-Time to cover vacation buyout costs associated with the retirement of the long-time assessor. 4. An increase of $150,000 for Police School Safety Details is to cover personnel costs related to school safety. ARTICLE 7: To see if the Town will vote to transfer a sum of money within the Fiscal Year 2026 budget to make necessary adjustments thereto. Or do or take any other action on the matter. On request of the Select Board. RECOMMENDATION (Finance Committee): That the Town vote to transfer funds within fiscal year 2026 as follows: Line Transfer From Transfer To 1 Town Manager Salary and Wages Full Time 01-122-5110 DPW Admin/ Engineering Personal Services 01-411-5110 $93,491 EXPLANATION: The newly hired Coastal Resilience Specialist is reporting to the Director of Public Works. The funding for the position was initially budgeted in the Town Manager/Select Board budget. It was later determined the position is more operationally effective within the Engineering Office of Public Works and needs to be transferred to Public Works Administration and Engineering Salaries and Wages Full-Time. ARTICLE 8: To see if the Town will vote to appropriate $1,000,000 to the Special Education Stabilization Fund for the purpose of funding costs associated with the provision of Special Education, to determine how the same shall be raised and by whom expended. Or do or take any other action on the matter. On request of the Select Board. RECOMMENDATION (Finance Committee): That the Town vote to transfer $1,000,000 in free cash to the Special Education Stabilization Fund. Or do or take any other action on the matter. EXPLANATION: The Special Education Stabilization Fund was established with $800,000 in 2014. With investment earnings and Town Meeting approved drawdowns, the balance remaining in the fund as of July 1, 2025, is $60,003.94. The Special Education Stabilization Fund was established to defray unexpected expenses associated with the Falmouth School's special education out-of-district tuition program. ARTICLE 9: To see if the Town will vote to appropriate a sum of money to fund the engineering, permitting and design of a new Police Station to include any costs related to design, engineering and permitting of systems and improvements necessary to prepare and improve the new site of the proposed police station, and, to the extent any funds remain unexpended upon completion of such work, any unexpended funds may be applied to the payment of costs of construction of the designed project, including without limitation, all costs incidental or related thereto, and to: [345, 72, 649, 1016]
- table-cell: DPW ADMIN & ENG: [197, 927, 263, 937]
- table-cell: Water Meters: [350, 112, 497, 124]
- table-cell: Water: [456, 372, 497, 387]
- source-amount: $50,000: [84, 402, 103, 409]
- table-cell: CONSERVATION: [197, 601, 263, 611]
- funding-source-row: [53, 469, 329, 475]
- column-1: [48, 72, 334, 1532]
- source-amount: $120,000: [81, 391, 103, 398]
- table-cell: 76: [503, 572, 532, 584]
- table-row: [53, 846, 329, 856]
- fund-amount: $1,300,000: [376, 317, 402, 324]
- table-cell: Community Services Campus Master Plan: [350, 181, 497, 193]
- table-cell: FLEET SERVICES: [197, 1029, 263, 1039]
- table-row: [350, 525, 644, 537]
- table-cell: Fresh Pond Seasonal Well (Air Force Reimb): [350, 169, 497, 181]
- table-cell: 72: [263, 876, 291, 886]
- table-cell: 52: [263, 693, 291, 703]
- table-cell: 113: [503, 607, 532, 619]
- table-cell: 45: [263, 622, 291, 632]
- table-cell: FACILITIES: [197, 642, 263, 652]
- table-cell: 300,000: [591, 146, 644, 158]
- table-cell: 575,000: [290, 652, 329, 662]
- table-cell: 73: [263, 887, 291, 897]
- table-cell: Districtwide Floor Repairs and Replacements: [53, 846, 197, 856]
- funding-source-row: [53, 281, 329, 299]
- source-text: from Sale of Land Fund for John Neill Youth Baseball Fields: [109, 424, 244, 431]
- table-cell: FLEET SERVICES: [197, 1039, 263, 1049]
- source-text: from Certified Free Cash: [109, 170, 165, 177]
- table-cell: Network Switches Replacements: [53, 571, 197, 581]
- table-row: [53, 938, 329, 948]
- table-cell: SCHOOL: [197, 876, 263, 886]
- recommendation-7: RECOMMENDATION (Finance Committee): That the Town vote to transfer funds within fiscal year 2026 as follows:: [350, 860, 613, 867]
- table-cell: 42: [263, 601, 291, 611]
- table-cell: 90,000: [290, 978, 329, 988]
- explanation-7: EXPLANATION: The newly hired Coastal Resilience Specialist is reporting to the Director of Public Works. The funding for the position was initially budgeted in the Town Manager/Select Board budget. It was later determined the position is more operationally effective within the Engineering Office of Public Works and needs to be transferred to Public Works Administration and Engineering Salaries and Wages Full-Time.: [350, 897, 644, 923]
- table-row: [53, 989, 329, 999]
- table-cell: 50,000: [290, 622, 329, 632]
- table-row: [53, 978, 329, 988]
- table-cell: Main Library Windows – Phase 2: [53, 663, 197, 673]
- table-cell: 86: [263, 999, 291, 1009]
- table-row: [53, 1090, 329, 1100]
- table-cell: 49: [263, 663, 291, 673]
- table-cell: 102: [562, 123, 591, 135]
- table-row: [53, 571, 329, 581]
- table-row: [53, 968, 329, 978]
- table-cell: WATER: [497, 123, 562, 135]
- table-cell: 98: [263, 1111, 291, 1121]
- article-2: ARTICLE 2: To hear reports of Committees and Town Officers and act thereon.: [53, 118, 232, 125]
- table-cell: 45,000: [591, 549, 644, 561]
- table-cell: 27,500: [290, 1050, 329, 1060]
- table-cell: 120,000: [591, 135, 644, 147]
- table-cell: WATER: [497, 112, 562, 124]
- table-cell: 61,330: [290, 795, 329, 805]
- table-cell: 83: [263, 968, 291, 978]
- table-cell: FACILITIES: [197, 652, 263, 662]
- table-row: [53, 734, 329, 744]
- source-text: from Energy Fund for Fire Chief Hybrid Vehicle: [109, 469, 215, 476]
- source-amount: $274,544: [81, 304, 103, 311]
- table-cell: Teen Center Flooring Installation: [350, 192, 497, 204]
- table-cell: School Safety: [350, 525, 444, 537]
- table-cell: Planning: [444, 630, 503, 642]
- table-row: [53, 530, 329, 540]
- table-row: [53, 785, 329, 795]
- table-cell: H-28 Peterbilt 6-Wheeler: [53, 989, 197, 999]
- table-cell: Beach: [444, 607, 503, 619]
- table-cell: DPW ADMIN & ENG: [197, 907, 263, 917]
- table-row: [53, 1050, 329, 1060]
- table-cell: 30,000: [290, 856, 329, 866]
- table-row: [350, 192, 644, 204]
- table-cell: 20,635: [591, 595, 644, 607]
- table-cell: 115,000: [290, 754, 329, 764]
- source-amount: $101,335: [81, 281, 103, 288]
- table-cell: 4: [350, 764, 376, 773]
- table-cell: 53: [263, 703, 291, 713]
- table-cell: Wastewater: [456, 388, 497, 403]
- table-row: [350, 549, 644, 561]
- table-cell: SELECT BOARD/TM: [197, 540, 263, 550]
- table-row: [350, 630, 644, 642]
- table-cell: 93: [263, 1070, 291, 1080]
- table-cell: MES: [444, 561, 503, 573]
- table-cell: 34: [263, 530, 291, 540]
- table-cell: Districtwide Van Purchases: [53, 826, 197, 836]
- table-cell: 99: [562, 89, 591, 101]
- source-text: from re-appropriation of monies from the Vulnerability Assessment project, Article 9, November 2021 for Wastewater Equipment Rehab/ Replace project: [109, 321, 322, 334]
- table-cell: Free Cash: [532, 630, 591, 642]
- table-cell: 75,000: [591, 204, 644, 216]
- table-row: [53, 866, 329, 876]
- table-cell: 44: [263, 612, 291, 622]
- table-cell: Free Cash: [532, 549, 591, 561]
- table-cell: DPW ADMIN & ENG: [197, 897, 263, 907]
- table-cell: 100: [562, 100, 591, 112]
- funding-source-row: [53, 171, 329, 177]
- table-cell: S-2 Ford Escape Hybrid: [53, 1080, 197, 1090]
- table-row: [53, 764, 329, 774]
- table-cell: 70: [263, 856, 291, 866]
- source-text: from Energy Fund for electric van as part of Districtwide Van Purchases: [109, 480, 270, 487]
- article-12: ARTICLE 12: To see if the Town will vote to authorize the Select Board to accept from New Cape Cod Country Club, Inc., a gift of all or a portion of land known as 41 Theatre Drive also described as Assessor's Parcel ID 10 03 001 163 (approximately 45.06 +/- Acres), 42 Theatre Drive also described as Assessor's Parcel ID 17 01 028B 014 (approximately 0.84 +/- Acres), 48 Theatre Drive also described as Assessor's Parcel ID 17 01 028 039 (approximately 48.65 +/- Acres), 59 Theatre Drive also described as Assessor's Parcel ID 17 01 028A 015 (approximately 3.39 +/- Acres), and 0 Boxberry Road also described as Assessor's Parcel ID 10 02 007 035 (approximately 41.49 +/- Acres), all five parcels, together, comprising approximately 139.43 Acres +/-, with a certain portion of said land, approximately 82.1 Acres +/-, to be used for municipal purposes and a certain portion of said land, approximately 54.9 Acres +/- to be used for open space conservation purposes pursuant to article 97 of the Articles of Amendments to the Massachusetts Constitution, all to be held under the jurisdiction of the Select Board;: [670, 540, 968, 595]
- table-cell: DPW: [444, 572, 503, 584]
- table-cell: Free Cash: [532, 525, 591, 537]
- table-cell: Unmanned Aircraft System Flights: [350, 584, 444, 596]
- source-amount: $25,000: [84, 424, 103, 431]
- table-row: [53, 1111, 329, 1121]
